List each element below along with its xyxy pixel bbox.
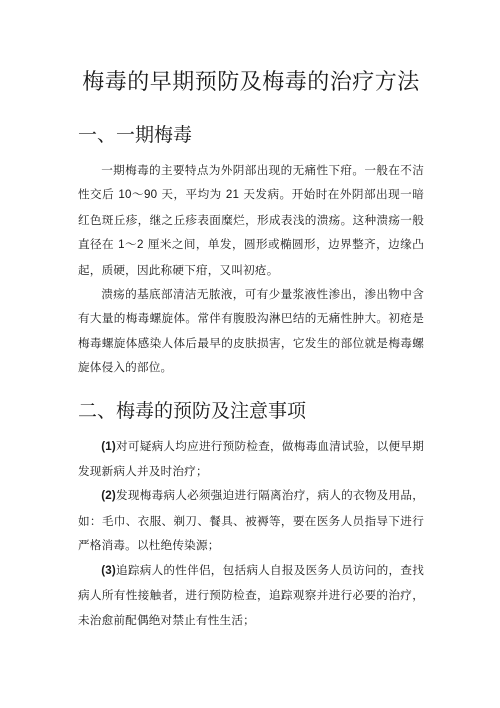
section-body-primary-syphilis (78, 158, 424, 380)
list-item (78, 558, 424, 632)
text-run: 一期梅毒的主要特点为外阴部出现的无痛性下疳。一般在不洁性交后 (78, 163, 424, 202)
text-run: 21 (225, 188, 240, 202)
item-number: (1) (101, 439, 116, 453)
paragraph (78, 158, 424, 282)
document-title: 梅毒的早期预防及梅毒的治疗方法 (82, 70, 420, 95)
section-body-prevention (78, 434, 424, 632)
text-run: 天发病。开始时在外阴部出现一暗红色斑丘疹，继之丘疹表面糜烂，形成表浅的溃疡。这种溃疡一般直径在 (78, 187, 424, 252)
item-number: (3) (101, 563, 116, 577)
list-item (78, 434, 424, 484)
item-text: 对可疑病人均应进行预防检查，做梅毒血清试验，以便早期发现新病人并及时治疗； (78, 438, 424, 479)
item-number: (2) (101, 489, 116, 503)
item-text: 追踪病人的性伴侣，包括病人自报及医务人员访问的，查找病人所有性接触者，进行预防检查，追踪观察并进行必要的治疗，未治愈前配偶绝对禁止有性生活； (78, 562, 424, 627)
text-run: 天，平均为 (157, 187, 226, 202)
list-item (78, 483, 424, 557)
text-run: 1～2 (118, 238, 144, 252)
section-heading-primary-syphilis: 一、一期梅毒 (78, 124, 193, 146)
paragraph: 溃疡的基底部清洁无脓液，可有少量浆液性渗出，渗出物中含有大量的梅毒螺旋体。常伴有腹股沟淋巴结的无痛性肿大。初疮是梅毒螺旋体感染人体后最早的皮肤损害，它发生的部位就是梅毒螺旋体侵入的部位。 (78, 287, 424, 375)
text-run: 厘米之间，单发，圆形或椭圆形，边界整齐，边缘凸起，质硬，因此称硬下疳，又叫初疮。 (78, 237, 424, 277)
text-run: 10～90 (118, 188, 158, 202)
item-text: 发现梅毒病人必须强迫进行隔离治疗，病人的衣物及用品，如：毛巾、衣服、剃刀、餐具、被褥等，要在医务人员指导下进行严格消毒。以杜绝传染源； (78, 488, 424, 553)
section-heading-prevention: 二、梅毒的预防及注意事项 (78, 399, 307, 422)
